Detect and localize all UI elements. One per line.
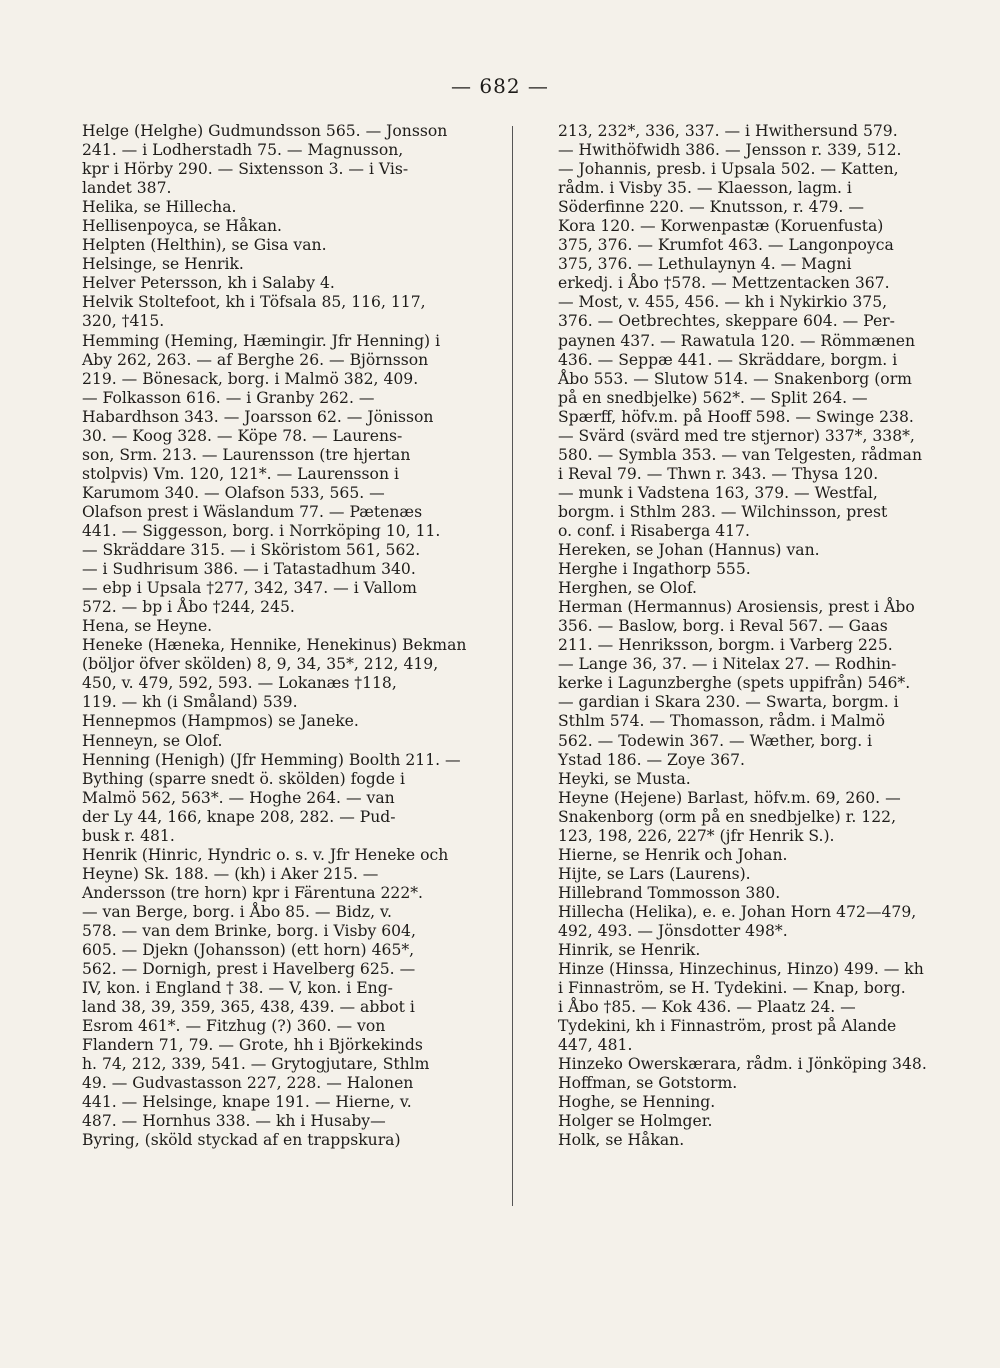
right-column: [558, 122, 976, 1151]
text-line: Hemming (Heming, Hæmingir. Jfr Henning) i: [82, 331, 441, 350]
text-line: Herghen, se Olof.: [558, 579, 698, 598]
text-line: Heyne (Hejene) Barlast, höfv.m. 69, 260. —: [558, 788, 901, 807]
text-line: i Finnaström, se H. Tydekini. — Knap, borg.: [558, 979, 906, 998]
text-line: 375, 376. — Lethulaynyn 4. — Magni: [558, 255, 852, 274]
left-column: [82, 122, 500, 1151]
text-line: Hierne, se Henrik och Johan.: [558, 845, 788, 864]
text-line: land 38, 39, 359, 365, 438, 439. — abbot i: [82, 998, 415, 1017]
text-line: 376. — Oetbrechtes, skeppare 604. — Per-: [558, 312, 895, 331]
text-line: 605. — Djekn (Johansson) (ett horn) 465*,: [82, 941, 415, 960]
text-line: paynen 437. — Rawatula 120. — Römmænen: [558, 331, 916, 350]
text-line: Helge (Helghe) Gudmundsson 565. — Jonsson: [82, 122, 448, 140]
text-line: — Most, v. 455, 456. — kh i Nykirkio 375,: [558, 293, 888, 312]
text-line: 123, 198, 226, 227* (jfr Henrik S.).: [558, 826, 835, 845]
text-line: stolpvis) Vm. 120, 121*. — Laurensson i: [82, 464, 399, 483]
text-line: 580. — Symbla 353. — van Telgesten, rådman: [558, 445, 922, 464]
page-number: — 682 —: [451, 74, 549, 98]
text-line: Helsinge, se Henrik.: [82, 255, 244, 274]
text-line: Hinzeko Owerskærara, rådm. i Jönköping 348.: [558, 1055, 927, 1074]
text-line: — Folkasson 616. — i Granby 262. —: [82, 388, 375, 407]
text-line: kerke i Lagunzberghe (spets uppifrån) 546*.: [558, 674, 911, 693]
text-line: i Reval 79. — Thwn r. 343. — Thysa 120.: [558, 464, 879, 483]
text-line: Henning (Henigh) (Jfr Hemming) Boolth 211. —: [82, 750, 461, 769]
text-line: Helika, se Hillecha.: [82, 198, 237, 217]
text-line: Hereken, se Johan (Hannus) van.: [558, 541, 820, 560]
text-line: Henrik (Hinric, Hyndric o. s. v. Jfr Heneke och: [82, 845, 449, 864]
text-line: Bything (sparre snedt ö. skölden) fogde i: [82, 769, 405, 788]
text-line: Ystad 186. — Zoye 367.: [558, 750, 745, 769]
text-line: Holger se Holmger.: [558, 1112, 713, 1131]
text-line: Henneyn, se Olof.: [82, 731, 223, 750]
text-line: Hinrik, se Henrik.: [558, 941, 701, 960]
text-line: Heyne) Sk. 188. — (kh) i Aker 215. —: [82, 864, 379, 883]
text-line: 375, 376. — Krumfot 463. — Langonpoyca: [558, 236, 894, 255]
text-line: 119. — kh (i Småland) 539.: [82, 693, 298, 712]
text-line: h. 74, 212, 339, 541. — Grytogjutare, Sthlm: [82, 1055, 430, 1074]
text-line: 241. — i Lodherstadh 75. — Magnusson,: [82, 141, 404, 160]
text-line: Hellisenpoyca, se Håkan.: [82, 217, 283, 236]
text-line: — i Sudhrisum 386. — i Tatastadhum 340.: [82, 560, 416, 579]
text-line: 219. — Bönesack, borg. i Malmö 382, 409.: [82, 369, 419, 388]
text-line: 320, †415.: [82, 312, 165, 331]
text-line: o. conf. i Risaberga 417.: [558, 521, 750, 540]
text-line: Hijte, se Lars (Laurens).: [558, 864, 751, 883]
text-line: Habardhson 343. — Joarsson 62. — Jönisson: [82, 407, 434, 426]
text-line: i Åbo †85. — Kok 436. — Plaatz 24. —: [558, 998, 856, 1017]
text-line: Malmö 562, 563*. — Hoghe 264. — van: [82, 788, 395, 807]
text-line: 572. — bp i Åbo †244, 245.: [82, 598, 295, 617]
text-line: erkedj. i Åbo †578. — Mettzentacken 367.: [558, 274, 890, 293]
text-line: Kora 120. — Korwenpastæ (Koruenfusta): [558, 217, 884, 236]
text-line: — van Berge, borg. i Åbo 85. — Bidz, v.: [82, 902, 392, 921]
text-line: Byring, (sköld styckad af en trappskura): [82, 1131, 401, 1150]
text-line: Hinze (Hinssa, Hinzechinus, Hinzo) 499. — kh: [558, 960, 924, 979]
text-line: Söderfinne 220. — Knutsson, r. 479. —: [558, 198, 864, 217]
text-line: Herghe i Ingathorp 555.: [558, 560, 751, 579]
text-line: Aby 262, 263. — af Berghe 26. — Björnsson: [82, 350, 429, 369]
text-line: 487. — Hornhus 338. — kh i Husaby—: [82, 1112, 386, 1131]
text-line: på en snedbjelke) 562*. — Split 264. —: [558, 388, 868, 407]
column-divider: [512, 126, 513, 1206]
text-line: Esrom 461*. — Fitzhug (?) 360. — von: [82, 1017, 386, 1036]
text-line: 562. — Dornigh, prest i Havelberg 625. —: [82, 960, 416, 979]
text-line: — gardian i Skara 230. — Swarta, borgm. i: [558, 693, 899, 712]
text-line: (böljor öfver skölden) 8, 9, 34, 35*, 212, 419,: [82, 655, 439, 674]
text-line: 441. — Helsinge, knape 191. — Hierne, v.: [82, 1093, 412, 1112]
text-line: Olafson prest i Wäslandum 77. — Pætenæs: [82, 502, 423, 521]
text-line: — Johannis, presb. i Upsala 502. — Katten,: [558, 160, 899, 179]
text-line: Heneke (Hæneka, Hennike, Henekinus) Bekman: [82, 636, 467, 655]
text-line: 562. — Todewin 367. — Wæther, borg. i: [558, 731, 873, 750]
text-line: — Hwithöfwidh 386. — Jensson r. 339, 512.: [558, 141, 902, 160]
text-line: 356. — Baslow, borg. i Reval 567. — Gaas: [558, 617, 888, 636]
text-line: Hoghe, se Henning.: [558, 1093, 716, 1112]
text-line: Karumom 340. — Olafson 533, 565. —: [82, 483, 385, 502]
text-line: busk r. 481.: [82, 826, 175, 845]
text-line: kpr i Hörby 290. — Sixtensson 3. — i Vis-: [82, 160, 409, 179]
text-line: Åbo 553. — Slutow 514. — Snakenborg (orm: [558, 369, 912, 388]
text-line: — Svärd (svärd med tre stjernor) 337*, 338*,: [558, 426, 915, 445]
text-line: 30. — Koog 328. — Köpe 78. — Laurens-: [82, 426, 403, 445]
text-line: 492, 493. — Jönsdotter 498*.: [558, 921, 788, 940]
text-line: Helver Petersson, kh i Salaby 4.: [82, 274, 335, 293]
text-line: Flandern 71, 79. — Grote, hh i Björkekinds: [82, 1036, 423, 1055]
text-line: 441. — Siggesson, borg. i Norrköping 10, 11.: [82, 521, 441, 540]
text-line: Spærff, höfv.m. på Hooff 598. — Swinge 238.: [558, 407, 914, 426]
text-line: 49. — Gudvastasson 227, 228. — Halonen: [82, 1074, 414, 1093]
text-line: Hillebrand Tommosson 380.: [558, 883, 781, 902]
text-line: Snakenborg (orm på en snedbjelke) r. 122,: [558, 807, 897, 826]
text-line: 436. — Seppæ 441. — Skräddare, borgm. i: [558, 350, 898, 369]
text-line: Tydekini, kh i Finnaström, prost på Alande: [558, 1017, 897, 1036]
text-line: 447, 481.: [558, 1036, 633, 1055]
text-line: IV, kon. i England † 38. — V, kon. i Eng-: [82, 979, 393, 998]
text-line: — Lange 36, 37. — i Nitelax 27. — Rodhin-: [558, 655, 897, 674]
text-line: — Skräddare 315. — i Sköristom 561, 562.: [82, 541, 421, 560]
text-line: Sthlm 574. — Thomasson, rådm. i Malmö: [558, 712, 886, 731]
text-line: 211. — Henriksson, borgm. i Varberg 225.: [558, 636, 893, 655]
text-line: 213, 232*, 336, 337. — i Hwithersund 579.: [558, 122, 898, 140]
text-line: borgm. i Sthlm 283. — Wilchinsson, prest: [558, 502, 888, 521]
text-line: rådm. i Visby 35. — Klaesson, lagm. i: [558, 179, 852, 198]
text-line: Helvik Stoltefoot, kh i Töfsala 85, 116, 117,: [82, 293, 426, 312]
text-line: Helpten (Helthin), se Gisa van.: [82, 236, 327, 255]
text-line: Holk, se Håkan.: [558, 1131, 685, 1150]
text-line: Andersson (tre horn) kpr i Färentuna 222*.: [82, 883, 424, 902]
text-line: — munk i Vadstena 163, 379. — Westfal,: [558, 483, 878, 502]
text-line: der Ly 44, 166, knape 208, 282. — Pud-: [82, 807, 396, 826]
text-line: Hillecha (Helika), e. e. Johan Horn 472—479,: [558, 902, 917, 921]
text-line: Hennepmos (Hampmos) se Janeke.: [82, 712, 359, 731]
text-line: 578. — van dem Brinke, borg. i Visby 604,: [82, 921, 416, 940]
text-line: Hoffman, se Gotstorm.: [558, 1074, 738, 1093]
text-line: 450, v. 479, 592, 593. — Lokanæs †118,: [82, 674, 397, 693]
text-line: Hena, se Heyne.: [82, 617, 213, 636]
text-line: son, Srm. 213. — Laurensson (tre hjertan: [82, 445, 411, 464]
text-line: — ebp i Upsala †277, 342, 347. — i Vallom: [82, 579, 417, 598]
text-line: Heyki, se Musta.: [558, 769, 691, 788]
text-line: landet 387.: [82, 179, 172, 198]
text-line: Herman (Hermannus) Arosiensis, prest i Åbo: [558, 598, 915, 617]
